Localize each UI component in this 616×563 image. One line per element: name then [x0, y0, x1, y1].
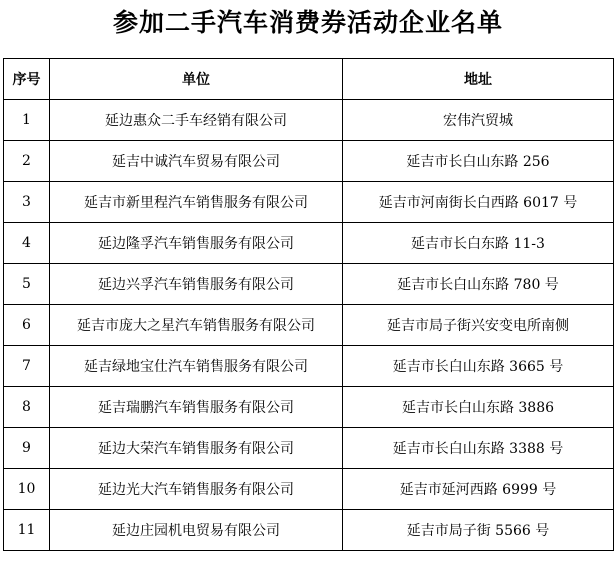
company-table	[3, 58, 614, 551]
header-address: 地址	[343, 59, 614, 100]
cell-index: 8	[4, 387, 50, 428]
cell-address: 延吉市局子街兴安变电所南侧	[343, 305, 614, 346]
header-company: 单位	[50, 59, 343, 100]
cell-index: 1	[4, 100, 50, 141]
cell-address: 延吉市长白山东路 3665 号	[343, 346, 614, 387]
table-header	[4, 59, 614, 100]
cell-company: 延边光大汽车销售服务有限公司	[50, 469, 343, 510]
cell-company: 延边大荣汽车销售服务有限公司	[50, 428, 343, 469]
cell-address: 延吉市河南街长白西路 6017 号	[343, 182, 614, 223]
header-row	[4, 59, 614, 100]
cell-company: 延吉瑞鹏汽车销售服务有限公司	[50, 387, 343, 428]
table-row	[4, 428, 614, 469]
table-row	[4, 469, 614, 510]
cell-index: 2	[4, 141, 50, 182]
cell-company: 延边惠众二手车经销有限公司	[50, 100, 343, 141]
cell-address: 延吉市长白山东路 3388 号	[343, 428, 614, 469]
cell-address: 延吉市长白山东路 780 号	[343, 264, 614, 305]
table-row	[4, 510, 614, 551]
table-row	[4, 182, 614, 223]
cell-address: 延吉市长白山东路 3886	[343, 387, 614, 428]
header-index: 序号	[4, 59, 50, 100]
table-row	[4, 264, 614, 305]
cell-company: 延吉市新里程汽车销售服务有限公司	[50, 182, 343, 223]
table-row	[4, 346, 614, 387]
cell-index: 5	[4, 264, 50, 305]
cell-address: 延吉市局子街 5566 号	[343, 510, 614, 551]
cell-index: 9	[4, 428, 50, 469]
cell-company: 延吉中诚汽车贸易有限公司	[50, 141, 343, 182]
cell-address: 延吉市长白山东路 256	[343, 141, 614, 182]
table-row	[4, 305, 614, 346]
cell-address: 延吉市延河西路 6999 号	[343, 469, 614, 510]
cell-address: 延吉市长白东路 11-3	[343, 223, 614, 264]
cell-company: 延吉绿地宝仕汽车销售服务有限公司	[50, 346, 343, 387]
table-row	[4, 100, 614, 141]
cell-company: 延边兴孚汽车销售服务有限公司	[50, 264, 343, 305]
cell-company: 延边隆孚汽车销售服务有限公司	[50, 223, 343, 264]
cell-index: 3	[4, 182, 50, 223]
cell-company: 延吉市庞大之星汽车销售服务有限公司	[50, 305, 343, 346]
table-row	[4, 387, 614, 428]
page-title: 参加二手汽车消费券活动企业名单	[112, 8, 503, 37]
cell-company: 延边庄园机电贸易有限公司	[50, 510, 343, 551]
cell-address: 宏伟汽贸城	[343, 100, 614, 141]
table-row	[4, 223, 614, 264]
table-body	[4, 100, 614, 551]
table-row	[4, 141, 614, 182]
cell-index: 10	[4, 469, 50, 510]
cell-index: 6	[4, 305, 50, 346]
cell-index: 11	[4, 510, 50, 551]
cell-index: 4	[4, 223, 50, 264]
cell-index: 7	[4, 346, 50, 387]
